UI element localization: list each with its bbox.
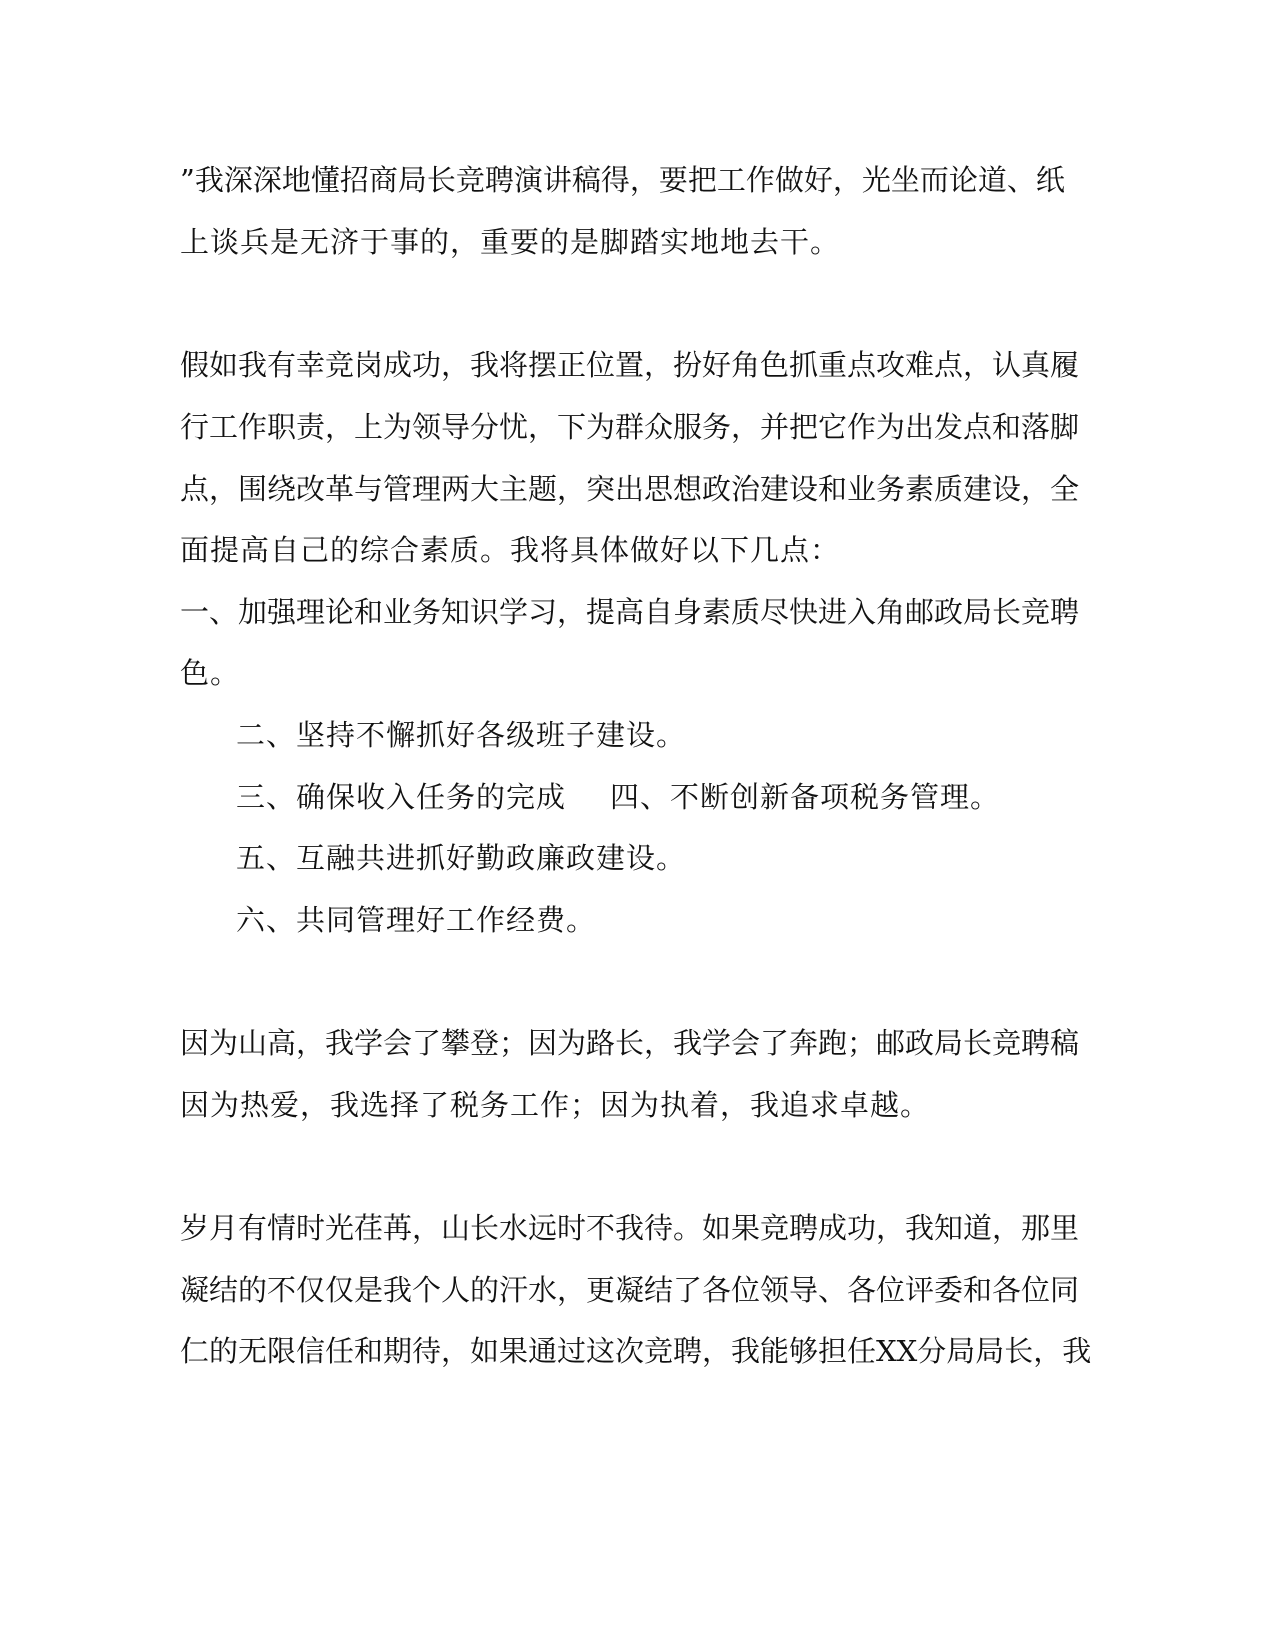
paragraph-2-line-1: 假如我有幸竞岗成功，我将摆正位置，扮好角色抓重点攻难点，认真履 (180, 348, 1080, 382)
paragraph-2-line-3: 点，围绕改革与管理两大主题，突出思想政治建设和业务素质建设，全 (180, 472, 1080, 506)
paragraph-2-line-2: 行工作职责，上为领导分忧，下为群众服务，并把它作为出发点和落脚 (180, 410, 1080, 444)
paragraph-2-line-4: 面提高自己的综合素质。我将具体做好以下几点： (180, 533, 841, 567)
list-item-4: 四、不断创新备项税务管理。 (610, 780, 1001, 814)
paragraph-3-line-1: 因为山高，我学会了攀登；因为路长，我学会了奔跑；邮政局长竞聘稿 (180, 1026, 1080, 1060)
paragraph-1-line-2: 上谈兵是无济于事的，重要的是脚踏实地地去干。 (180, 225, 841, 259)
paragraph-3-line-2: 因为热爱，我选择了税务工作；因为执着，我追求卓越。 (180, 1088, 931, 1122)
paragraph-2-line-6: 色。 (180, 656, 241, 690)
list-item-3: 三、确保收入任务的完成 (236, 780, 567, 814)
paragraph-4-line-1: 岁月有情时光荏苒，山长水远时不我待。如果竞聘成功，我知道，那里 (180, 1211, 1080, 1245)
paragraph-1-line-1: ”我深深地懂招商局长竞聘演讲稿得，要把工作做好，光坐而论道、纸 (180, 163, 1065, 197)
paragraph-4-line-3: 仁的无限信任和期待，如果通过这次竞聘，我能够担任XX分局局长，我 (180, 1334, 1092, 1368)
list-item-2: 二、坚持不懈抓好各级班子建设。 (236, 718, 687, 752)
paragraph-2-line-5: 一、加强理论和业务知识学习，提高自身素质尽快进入角邮政局长竞聘 (180, 595, 1080, 629)
paragraph-4-line-2: 凝结的不仅仅是我个人的汗水，更凝结了各位领导、各位评委和各位同 (180, 1273, 1080, 1307)
list-item-6: 六、共同管理好工作经费。 (236, 903, 597, 937)
list-item-5: 五、互融共进抓好勤政廉政建设。 (236, 841, 687, 875)
